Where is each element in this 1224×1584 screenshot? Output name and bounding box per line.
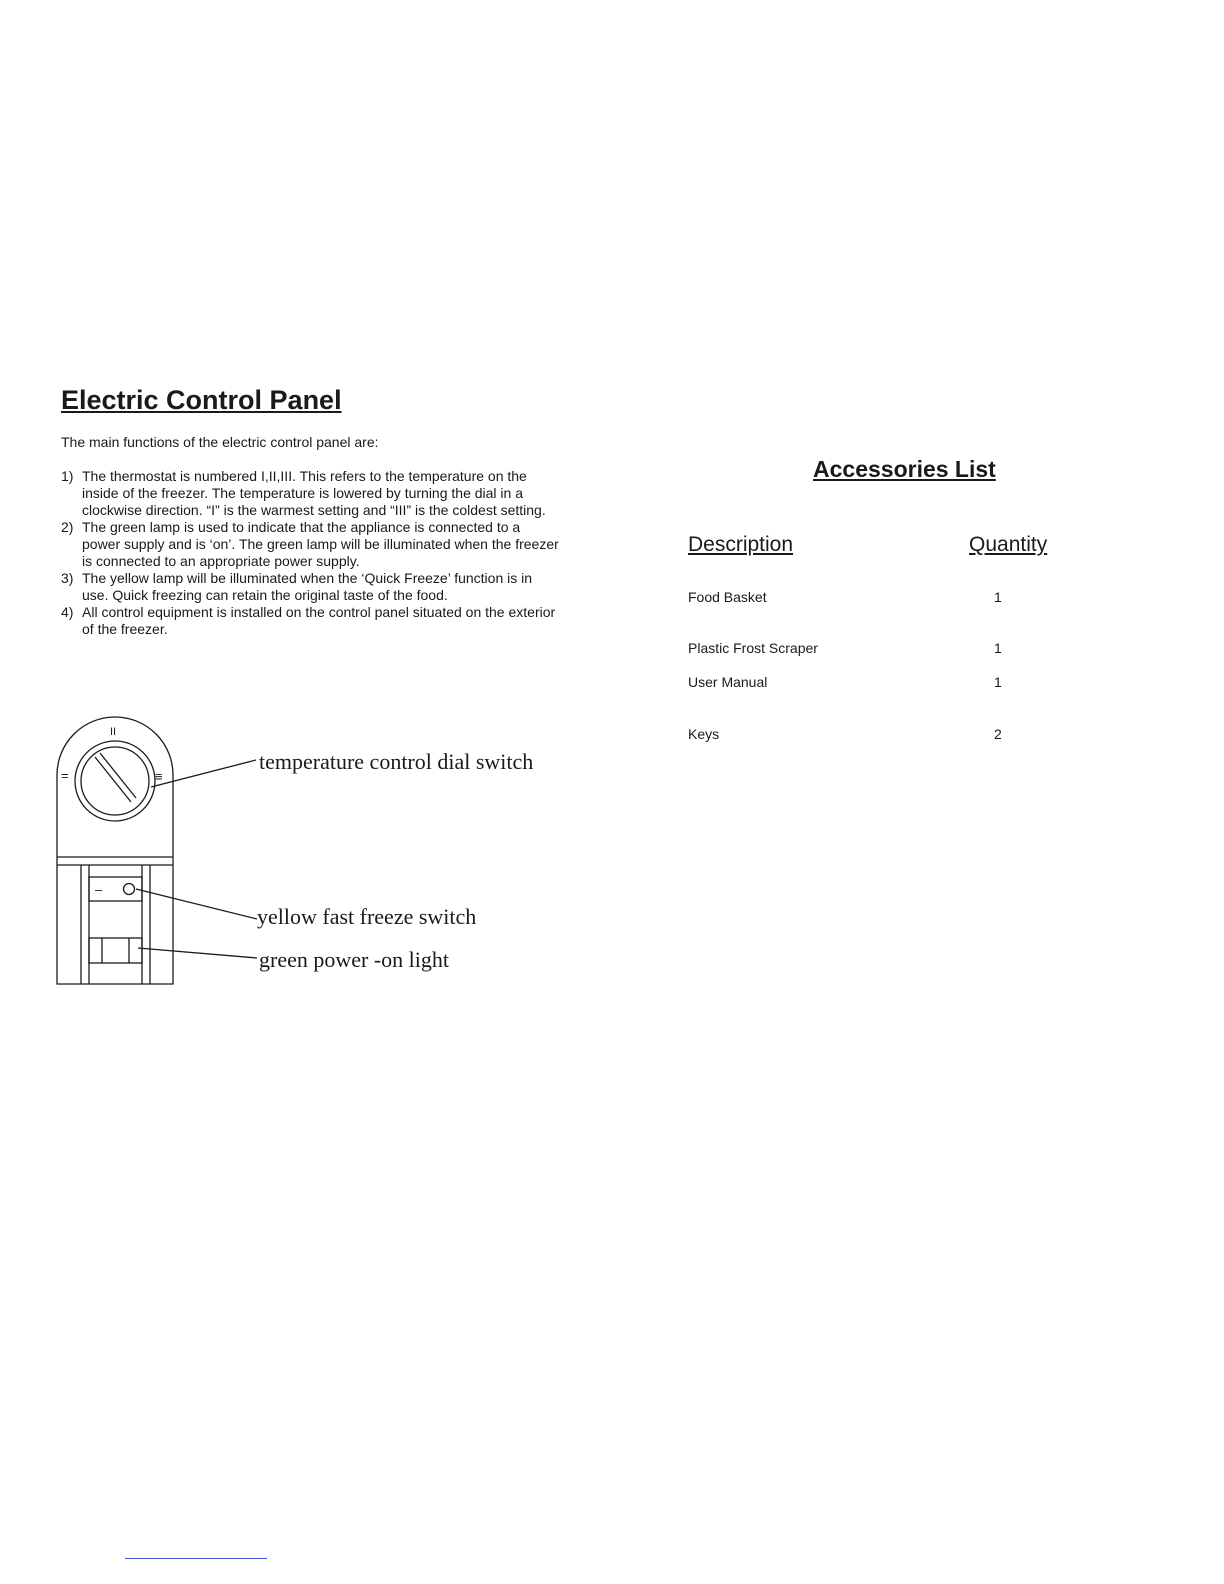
accessory-description: Food Basket bbox=[688, 589, 767, 605]
power-light-housing bbox=[89, 938, 142, 963]
accessory-description: User Manual bbox=[688, 674, 768, 690]
power-light-callout: green power -on light bbox=[259, 947, 449, 972]
item-text: The yellow lamp will be illuminated when the ‘Quick Freeze’ function is in use. Quick freezing can retain the original taste of the food. bbox=[82, 570, 533, 603]
panel-housing bbox=[57, 717, 173, 984]
fast-freeze-indicator-icon bbox=[124, 884, 135, 895]
dial-pointer bbox=[100, 753, 136, 798]
dial-mark: = bbox=[61, 768, 69, 783]
accessory-quantity: 2 bbox=[994, 726, 1002, 742]
item-number: 4) bbox=[61, 604, 74, 620]
item-number: 1) bbox=[61, 468, 74, 484]
dial-mark: II bbox=[110, 726, 117, 738]
switch-symbol: – bbox=[95, 882, 103, 897]
item-text: The green lamp is used to indicate that the appliance is connected to a power supply and is ‘on’. The green lamp will be illuminated when the freezer is connected to an appropriate power supply. bbox=[82, 519, 559, 569]
page-title: Electric Control Panel bbox=[61, 385, 342, 415]
accessories-title: Accessories List bbox=[813, 456, 996, 482]
description-column-header: Description bbox=[688, 533, 794, 556]
leader-line bbox=[136, 889, 257, 919]
accessory-quantity: 1 bbox=[994, 589, 1002, 605]
footer-divider bbox=[125, 1558, 267, 1559]
leader-line bbox=[138, 948, 257, 958]
item-number: 3) bbox=[61, 570, 74, 586]
item-text: All control equipment is installed on the control panel situated on the exterior of the freezer. bbox=[82, 604, 556, 637]
accessory-description: Plastic Frost Scraper bbox=[688, 640, 818, 656]
accessory-quantity: 1 bbox=[994, 640, 1002, 656]
list-item bbox=[61, 519, 561, 570]
item-number: 2) bbox=[61, 519, 74, 535]
quantity-column-header: Quantity bbox=[969, 533, 1048, 556]
functions-list bbox=[61, 468, 561, 638]
list-item bbox=[61, 570, 561, 604]
list-item bbox=[61, 468, 561, 519]
accessory-quantity: 1 bbox=[994, 674, 1002, 690]
dial-mark: ≡ bbox=[155, 769, 163, 784]
dial-pointer bbox=[95, 757, 131, 802]
control-panel-diagram bbox=[50, 705, 550, 995]
leader-line bbox=[151, 760, 256, 787]
intro-text: The main functions of the electric control panel are: bbox=[61, 434, 379, 450]
list-item bbox=[61, 604, 561, 638]
item-text: The thermostat is numbered I,II,III. This refers to the temperature on the inside of the freezer. The temperature is lowered by turning the dial in a clockwise direction. “I” is the warmest setting and “III” is the coldest setting. bbox=[82, 468, 546, 518]
dial-callout: temperature control dial switch bbox=[259, 749, 534, 774]
accessory-description: Keys bbox=[688, 726, 720, 742]
fast-freeze-callout: yellow fast freeze switch bbox=[257, 904, 477, 929]
